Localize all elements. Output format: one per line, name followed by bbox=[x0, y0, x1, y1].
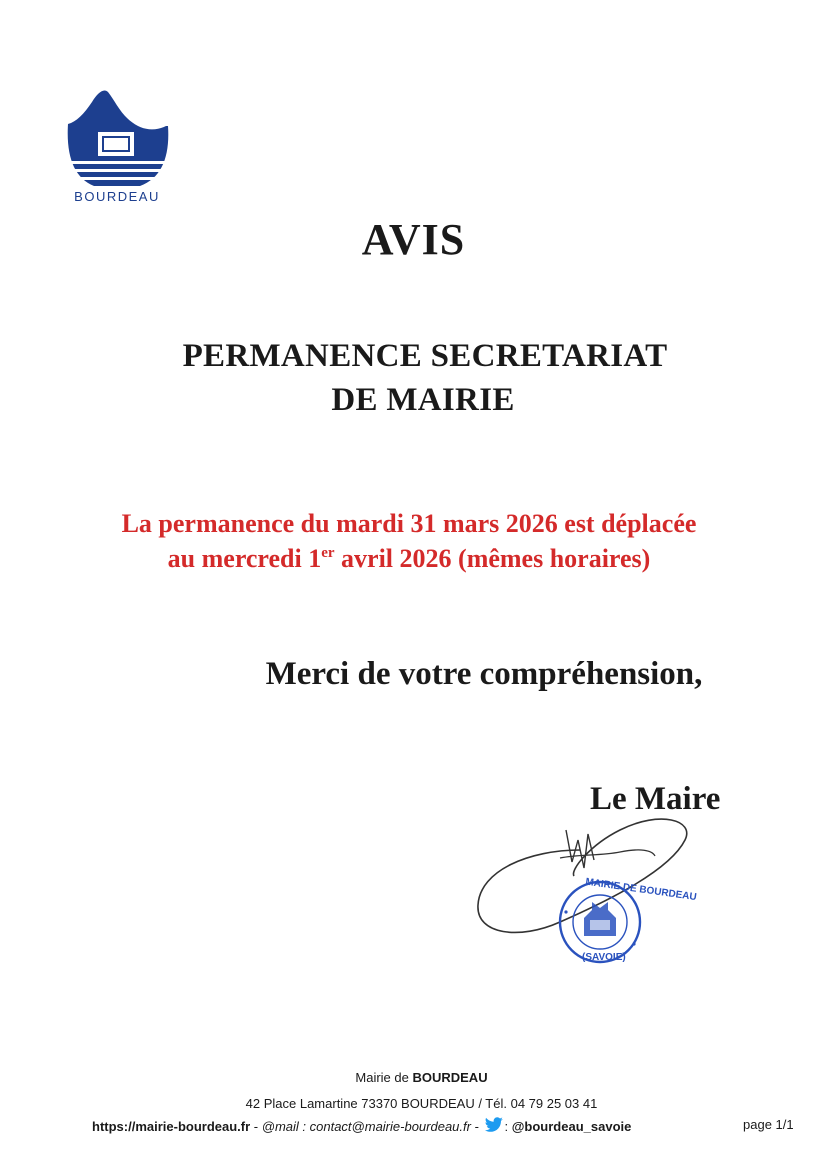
footer-contacts bbox=[92, 1117, 631, 1134]
footer-twitter-handle[interactable]: @bourdeau_savoie bbox=[511, 1119, 632, 1134]
footer-org-prefix: Mairie de bbox=[355, 1070, 413, 1085]
twitter-bird-icon bbox=[484, 1117, 504, 1133]
notice-line-2-before: au mercredi 1 bbox=[167, 544, 322, 573]
footer-address: 42 Place Lamartine 73370 BOURDEAU / Tél. 04 79 25 03 41 bbox=[245, 1096, 598, 1111]
logo-text: BOURDEAU bbox=[74, 189, 160, 204]
closing-text: Merci de votre compréhension, bbox=[265, 656, 703, 692]
bourdeau-logo-icon bbox=[62, 86, 172, 206]
footer-organization bbox=[0, 1070, 827, 1085]
footer-page-number: page 1/1 bbox=[743, 1117, 794, 1132]
notice-line-2 bbox=[0, 544, 818, 574]
footer-website-link[interactable]: https://mairie-bourdeau.fr bbox=[92, 1119, 251, 1134]
subtitle-line-2: DE MAIRIE bbox=[331, 382, 515, 418]
subtitle-line-1: PERMANENCE SECRETARIAT bbox=[182, 338, 668, 374]
footer-twitter-separator: : bbox=[504, 1119, 512, 1134]
footer-mail-link[interactable]: contact@mairie-bourdeau.fr bbox=[309, 1119, 471, 1134]
stamp-bottom-text: (SAVOIE) bbox=[582, 952, 626, 963]
notice-line-2-superscript: er bbox=[321, 545, 335, 561]
footer-separator-2: - bbox=[470, 1119, 483, 1134]
notice-line-1: La permanence du mardi 31 mars 2026 est déplacée bbox=[121, 509, 697, 538]
stamp-top-text: MAIRIE DE BOURDEAU bbox=[584, 876, 698, 904]
page-title: AVIS bbox=[361, 215, 466, 264]
signer-title: Le Maire bbox=[590, 781, 721, 817]
signature-stamp-icon bbox=[470, 810, 710, 980]
notice-line-2-after: avril 2026 (mêmes horaires) bbox=[334, 544, 651, 573]
footer-separator-1: - bbox=[250, 1119, 262, 1134]
footer-org-name: BOURDEAU bbox=[412, 1070, 488, 1085]
footer-mail-label: @mail : bbox=[261, 1119, 310, 1134]
